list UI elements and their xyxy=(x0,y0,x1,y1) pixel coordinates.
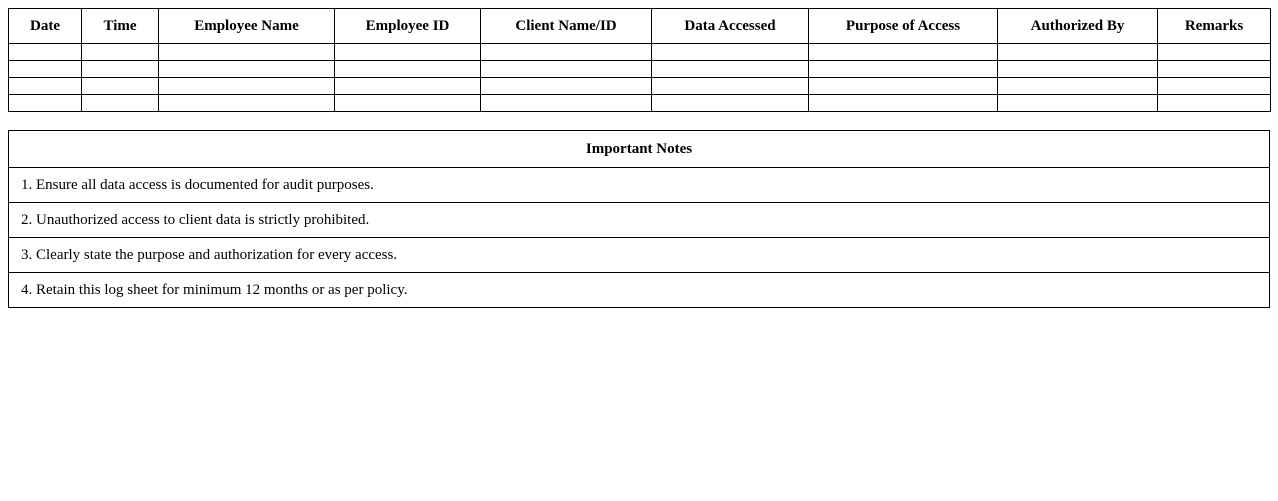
column-header-employee-name: Employee Name xyxy=(159,9,335,44)
log-entry-cell[interactable] xyxy=(9,44,82,61)
log-entry-cell[interactable] xyxy=(998,44,1158,61)
log-entry-cell[interactable] xyxy=(159,78,335,95)
column-header-remarks: Remarks xyxy=(1158,9,1271,44)
log-entry-row xyxy=(9,44,1271,61)
log-entry-cell[interactable] xyxy=(809,61,998,78)
log-entry-cell[interactable] xyxy=(998,78,1158,95)
log-entry-cell[interactable] xyxy=(159,95,335,112)
log-entry-cell[interactable] xyxy=(809,95,998,112)
log-entry-cell[interactable] xyxy=(481,44,652,61)
log-entry-cell[interactable] xyxy=(998,95,1158,112)
column-header-authorized-by: Authorized By xyxy=(998,9,1158,44)
log-entry-row xyxy=(9,95,1271,112)
log-entry-cell[interactable] xyxy=(82,44,159,61)
log-entry-cell[interactable] xyxy=(998,61,1158,78)
log-entry-cell[interactable] xyxy=(82,61,159,78)
important-notes-table xyxy=(8,130,1270,308)
log-entry-cell[interactable] xyxy=(652,44,809,61)
log-entry-cell[interactable] xyxy=(82,95,159,112)
log-entry-row xyxy=(9,78,1271,95)
notes-header-row xyxy=(9,131,1270,168)
note-item-3: 3. Clearly state the purpose and authorization for every access. xyxy=(9,238,1270,273)
log-entry-cell[interactable] xyxy=(1158,95,1271,112)
log-entry-cell[interactable] xyxy=(335,78,481,95)
log-entry-cell[interactable] xyxy=(1158,61,1271,78)
log-entry-cell[interactable] xyxy=(9,61,82,78)
log-entry-cell[interactable] xyxy=(335,61,481,78)
column-header-date: Date xyxy=(9,9,82,44)
log-table-body xyxy=(9,44,1271,112)
log-entry-cell[interactable] xyxy=(481,78,652,95)
column-header-employee-id: Employee ID xyxy=(335,9,481,44)
column-header-purpose-of-access: Purpose of Access xyxy=(809,9,998,44)
note-row xyxy=(9,168,1270,203)
log-entry-cell[interactable] xyxy=(652,95,809,112)
note-row xyxy=(9,238,1270,273)
notes-title: Important Notes xyxy=(9,131,1270,168)
log-entry-cell[interactable] xyxy=(809,78,998,95)
log-entry-cell[interactable] xyxy=(335,44,481,61)
note-item-2: 2. Unauthorized access to client data is strictly prohibited. xyxy=(9,203,1270,238)
note-row xyxy=(9,203,1270,238)
log-entry-cell[interactable] xyxy=(481,61,652,78)
log-entry-cell[interactable] xyxy=(481,95,652,112)
log-entry-cell[interactable] xyxy=(809,44,998,61)
log-entry-cell[interactable] xyxy=(82,78,159,95)
log-entry-cell[interactable] xyxy=(652,78,809,95)
column-header-time: Time xyxy=(82,9,159,44)
log-entry-cell[interactable] xyxy=(652,61,809,78)
log-entry-cell[interactable] xyxy=(9,95,82,112)
note-row xyxy=(9,273,1270,308)
log-entry-cell[interactable] xyxy=(159,61,335,78)
note-item-1: 1. Ensure all data access is documented for audit purposes. xyxy=(9,168,1270,203)
log-entry-cell[interactable] xyxy=(9,78,82,95)
column-header-client-name-id: Client Name/ID xyxy=(481,9,652,44)
access-log-table xyxy=(8,8,1271,112)
column-header-data-accessed: Data Accessed xyxy=(652,9,809,44)
log-entry-cell[interactable] xyxy=(335,95,481,112)
log-entry-cell[interactable] xyxy=(1158,44,1271,61)
log-table-header-row xyxy=(9,9,1271,44)
note-item-4: 4. Retain this log sheet for minimum 12 months or as per policy. xyxy=(9,273,1270,308)
log-entry-cell[interactable] xyxy=(1158,78,1271,95)
log-entry-cell[interactable] xyxy=(159,44,335,61)
log-entry-row xyxy=(9,61,1271,78)
